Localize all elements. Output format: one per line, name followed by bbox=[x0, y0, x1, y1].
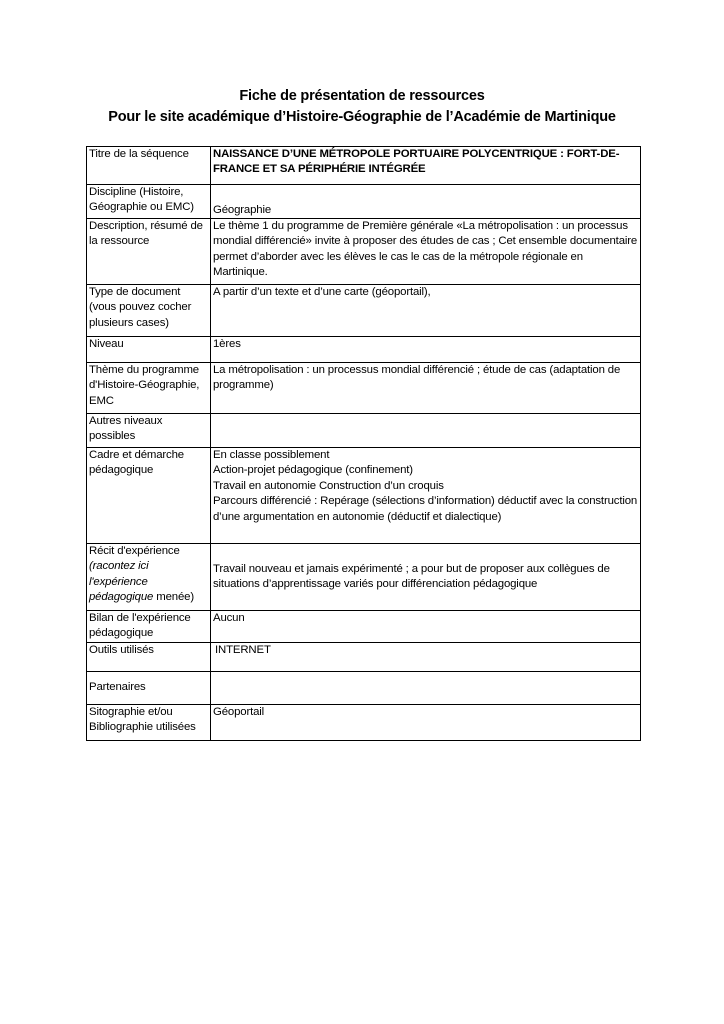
title-line-2: Pour le site académique d’Histoire-Géographie de l’Académie de Martinique bbox=[108, 109, 616, 125]
value-titre: NAISSANCE D’UNE MÉTROPOLE PORTUAIRE POLYCENTRIQUE : FORT-DE-FRANCE ET SA PÉRIPHÉRIE INTÉGRÉE bbox=[211, 147, 641, 185]
row-partenaires bbox=[87, 672, 641, 705]
label-partenaires-text: Partenaires bbox=[89, 681, 146, 694]
label-recit bbox=[87, 544, 211, 611]
row-cadre bbox=[87, 448, 641, 544]
value-bilan: Aucun bbox=[211, 611, 641, 643]
label-autres-niveaux: Autres niveaux possibles bbox=[87, 414, 211, 448]
value-outils bbox=[211, 643, 641, 672]
recit-label-end: menée) bbox=[156, 591, 194, 604]
row-sitographie bbox=[87, 705, 641, 741]
value-discipline bbox=[211, 185, 641, 219]
value-autres-niveaux bbox=[211, 414, 641, 448]
cadre-line-3: Travail en autonomie Construction d’un croquis bbox=[213, 479, 444, 492]
label-description: Description, résumé de la ressource bbox=[87, 219, 211, 285]
value-description: Le thème 1 du programme de Première générale «La métropolisation : un processus mondial différencié» invite à proposer des études de cas ; Cet ensemble documentaire permet d’aborder avec les élèves le cas le cas de la métropole régionale en Martinique. bbox=[211, 219, 641, 285]
value-type-document: A partir d’un texte et d’une carte (géoportail), bbox=[211, 285, 641, 337]
label-cadre: Cadre et démarche pédagogique bbox=[87, 448, 211, 544]
value-niveau: 1ères bbox=[211, 337, 641, 363]
label-outils: Outils utilisés bbox=[87, 643, 211, 672]
row-titre bbox=[87, 147, 641, 185]
row-theme bbox=[87, 363, 641, 414]
label-type-document: Type de document (vous pouvez cocher plusieurs cases) bbox=[87, 285, 211, 337]
label-bilan: Bilan de l'expérience pédagogique bbox=[87, 611, 211, 643]
value-recit bbox=[211, 544, 641, 611]
document-title bbox=[0, 86, 724, 128]
cadre-line-1: En classe possiblement bbox=[213, 449, 330, 461]
label-titre: Titre de la séquence bbox=[87, 147, 211, 185]
row-type-document bbox=[87, 285, 641, 337]
value-cadre bbox=[211, 448, 641, 544]
row-niveau bbox=[87, 337, 641, 363]
cadre-line-2: Action-projet pédagogique (confinement) bbox=[213, 464, 413, 477]
label-discipline: Discipline (Histoire, Géographie ou EMC) bbox=[87, 185, 211, 219]
label-partenaires bbox=[87, 672, 211, 705]
row-bilan bbox=[87, 611, 641, 643]
value-sitographie: Géoportail bbox=[211, 705, 641, 741]
recit-label-main: Récit d'expérience bbox=[89, 545, 180, 557]
value-recit-text: Travail nouveau et jamais expérimenté ; a pour but de proposer aux collègues de situations d’apprentissage variés pour différenciation pédagogique bbox=[213, 562, 610, 590]
row-recit bbox=[87, 544, 641, 611]
recit-label-italic: (racontez ici l'expérience pédagogique bbox=[89, 560, 154, 604]
row-outils bbox=[87, 643, 641, 672]
value-discipline-text: Géographie bbox=[213, 203, 272, 216]
row-autres-niveaux bbox=[87, 414, 641, 448]
label-sitographie: Sitographie et/ou Bibliographie utilisées bbox=[87, 705, 211, 741]
value-partenaires bbox=[211, 672, 641, 705]
value-outils-text: INTERNET bbox=[215, 644, 271, 656]
resource-sheet-table bbox=[86, 146, 641, 741]
value-theme: La métropolisation : un processus mondial différencié ; étude de cas (adaptation de programme) bbox=[211, 363, 641, 414]
cadre-line-4: Parcours différencié : Repérage (sélections d’information) déductif avec la construction d’une argumentation en autonomie (déductif et dialectique) bbox=[213, 495, 638, 523]
label-niveau: Niveau bbox=[87, 337, 211, 363]
row-description bbox=[87, 219, 641, 285]
row-discipline bbox=[87, 185, 641, 219]
label-theme: Thème du programme d'Histoire-Géographie, EMC bbox=[87, 363, 211, 414]
title-line-1: Fiche de présentation de ressources bbox=[239, 88, 485, 104]
